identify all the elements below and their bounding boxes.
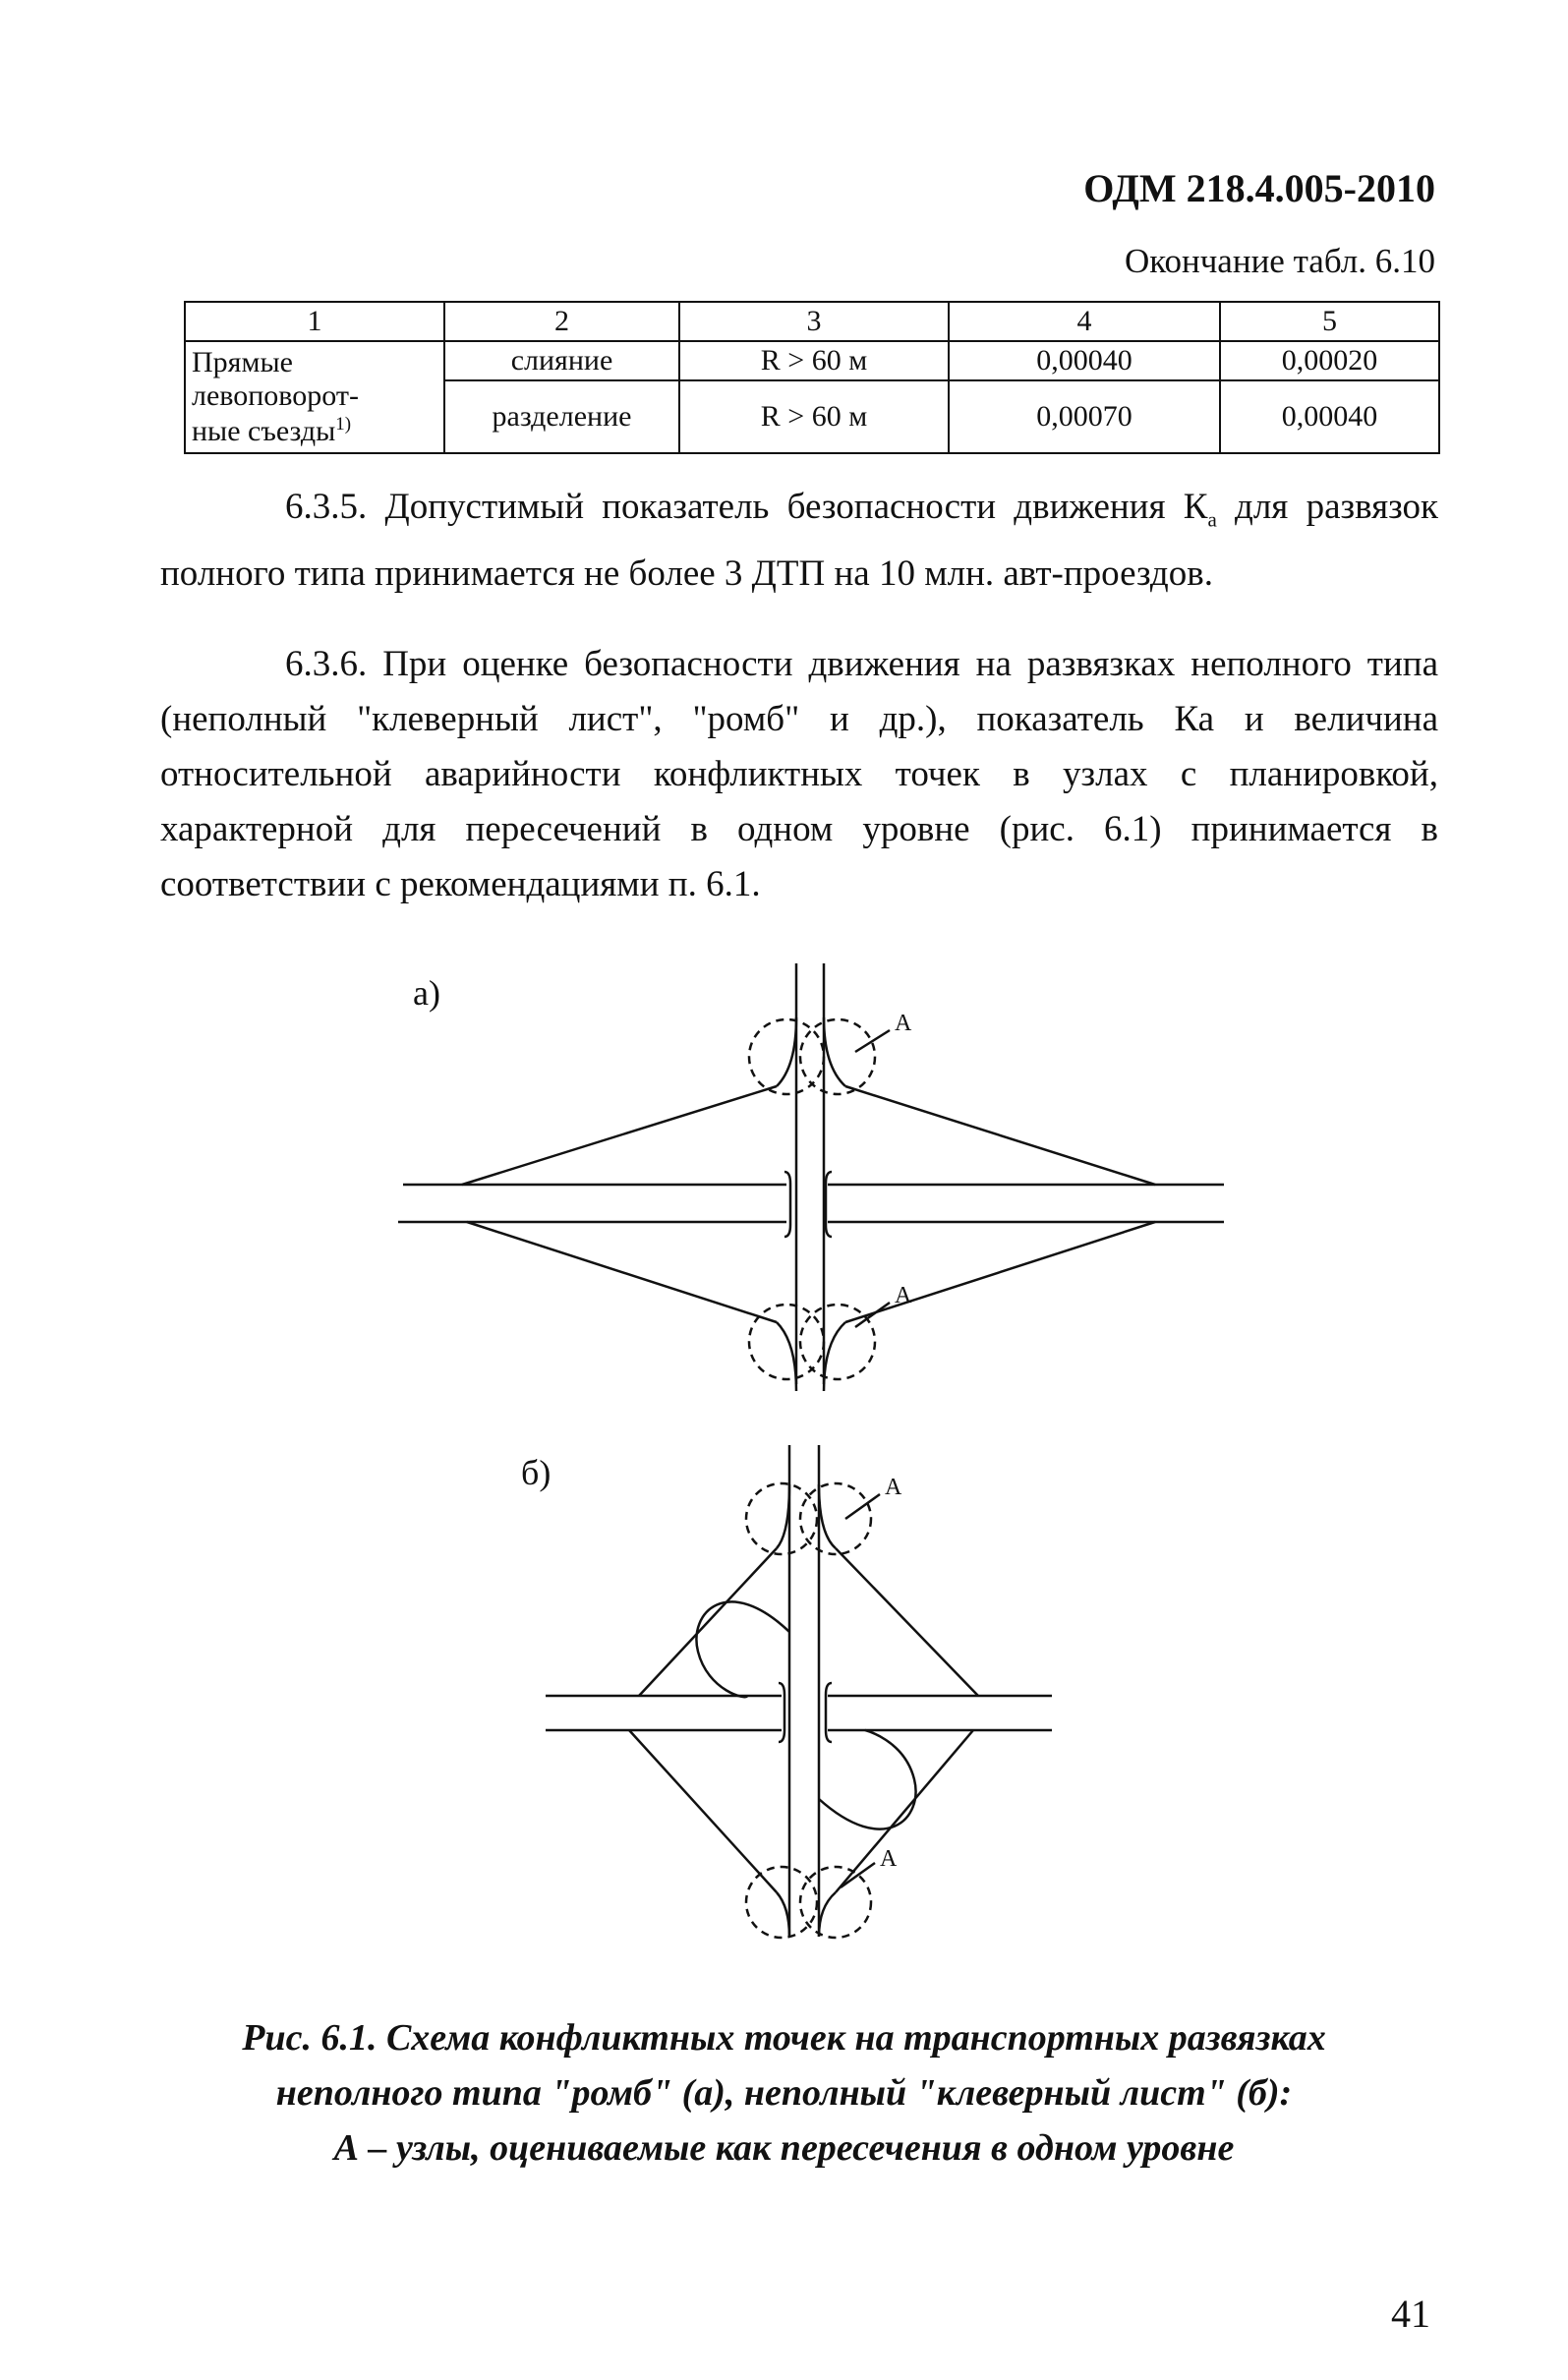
- col-header-2: 2: [444, 302, 679, 341]
- bridge-mark: [784, 1172, 790, 1237]
- paragraph-6-3-5: 6.3.5. Допустимый показатель безопасности движения $К_а$ для развязок полного типа принимается не более 3 ДТП на 10 млн. авт-проездов.: [160, 487, 1438, 595]
- diagram-b-cloverleaf: [521, 1445, 1052, 1938]
- ramp-terminal: [777, 1017, 796, 1086]
- conflict-zone-circle: [800, 1483, 871, 1554]
- cell-radius: R > 60 м: [679, 341, 949, 380]
- caption-line: А – узлы, оцениваемые как пересечения в одном уровне: [333, 2127, 1235, 2169]
- cell-radius: R > 60 м: [679, 380, 949, 453]
- interchange-figure: [0, 944, 1568, 2005]
- leader-line: [855, 1303, 890, 1327]
- node-label: А: [895, 1011, 912, 1036]
- caption-line: неполного типа "ромб" (а), неполный "клеверный лист" (б):: [275, 2072, 1293, 2114]
- conflict-zone-circle: [746, 1483, 817, 1554]
- ramp: [629, 1730, 777, 1892]
- table-header-row: [185, 302, 1439, 341]
- col-header-3: 3: [679, 302, 949, 341]
- ramp: [845, 1222, 1155, 1322]
- ramp-terminal: [824, 1322, 845, 1391]
- node-label: А: [885, 1475, 902, 1500]
- ramp: [845, 1086, 1155, 1185]
- bridge-mark: [779, 1683, 784, 1742]
- table-row: [185, 341, 1439, 380]
- col-header-5: 5: [1220, 302, 1439, 341]
- ramp-terminal: [819, 1484, 836, 1548]
- group-label-line: Прямые: [192, 345, 293, 378]
- footnote-marker: 1): [335, 413, 352, 435]
- conflict-zone-circle: [800, 1019, 875, 1094]
- ramp-terminal: [777, 1322, 796, 1391]
- cloverleaf-loop: [696, 1601, 789, 1697]
- bridge-mark: [826, 1172, 832, 1237]
- paragraph-6-3-6: 6.3.6. При оценке безопасности движения на развязках неполного типа (неполный "клеверный лист", "ромб" и др.), показатель Ка и величина относительной аварийности конфликтных точек в узлах с планировкой, характерной для пересечений в одном уровне (рис. 6.1) принимается в соответствии с рекомендациями п. 6.1.: [160, 644, 1438, 904]
- table-caption: Окончание табл. 6.10: [1124, 242, 1435, 280]
- cell-value: 0,00070: [949, 380, 1220, 453]
- ramp-terminal: [819, 1892, 836, 1937]
- data-table: [184, 301, 1440, 454]
- ramp-terminal: [824, 1017, 845, 1086]
- ramp: [836, 1548, 978, 1696]
- col-header-4: 4: [949, 302, 1220, 341]
- conflict-zone-circle: [746, 1867, 817, 1938]
- label-b: б): [521, 1453, 552, 1492]
- node-label: А: [880, 1846, 898, 1872]
- caption-line: Рис. 6.1. Схема конфликтных точек на транспортных развязках: [242, 2017, 1326, 2059]
- cell-value: 0,00040: [949, 341, 1220, 380]
- figure-caption: [147, 2010, 1421, 2176]
- page-number: 41: [1391, 2292, 1430, 2336]
- ramp: [462, 1086, 777, 1185]
- cell-type: разделение: [444, 380, 679, 453]
- conflict-zone-circle: [800, 1867, 871, 1938]
- ramp-terminal: [777, 1484, 789, 1548]
- diagram-a-diamond: [398, 963, 1224, 1391]
- cell-type: слияние: [444, 341, 679, 380]
- subscript-a: а: [1207, 507, 1217, 532]
- row-group-label: [185, 341, 444, 453]
- cell-value: 0,00040: [1220, 380, 1439, 453]
- ramp: [467, 1222, 777, 1322]
- bridge-mark: [826, 1683, 832, 1742]
- leader-line: [855, 1030, 890, 1052]
- col-header-1: 1: [185, 302, 444, 341]
- cell-value: 0,00020: [1220, 341, 1439, 380]
- document-code: ОДМ 218.4.005-2010: [1083, 166, 1435, 210]
- label-a: а): [413, 973, 440, 1013]
- ramp: [836, 1730, 973, 1892]
- node-label: А: [895, 1283, 912, 1308]
- group-label-line: ные съезды$^{1)}$: [192, 413, 352, 447]
- ramp-terminal: [777, 1892, 789, 1937]
- group-label-line: левоповорот-: [192, 379, 359, 413]
